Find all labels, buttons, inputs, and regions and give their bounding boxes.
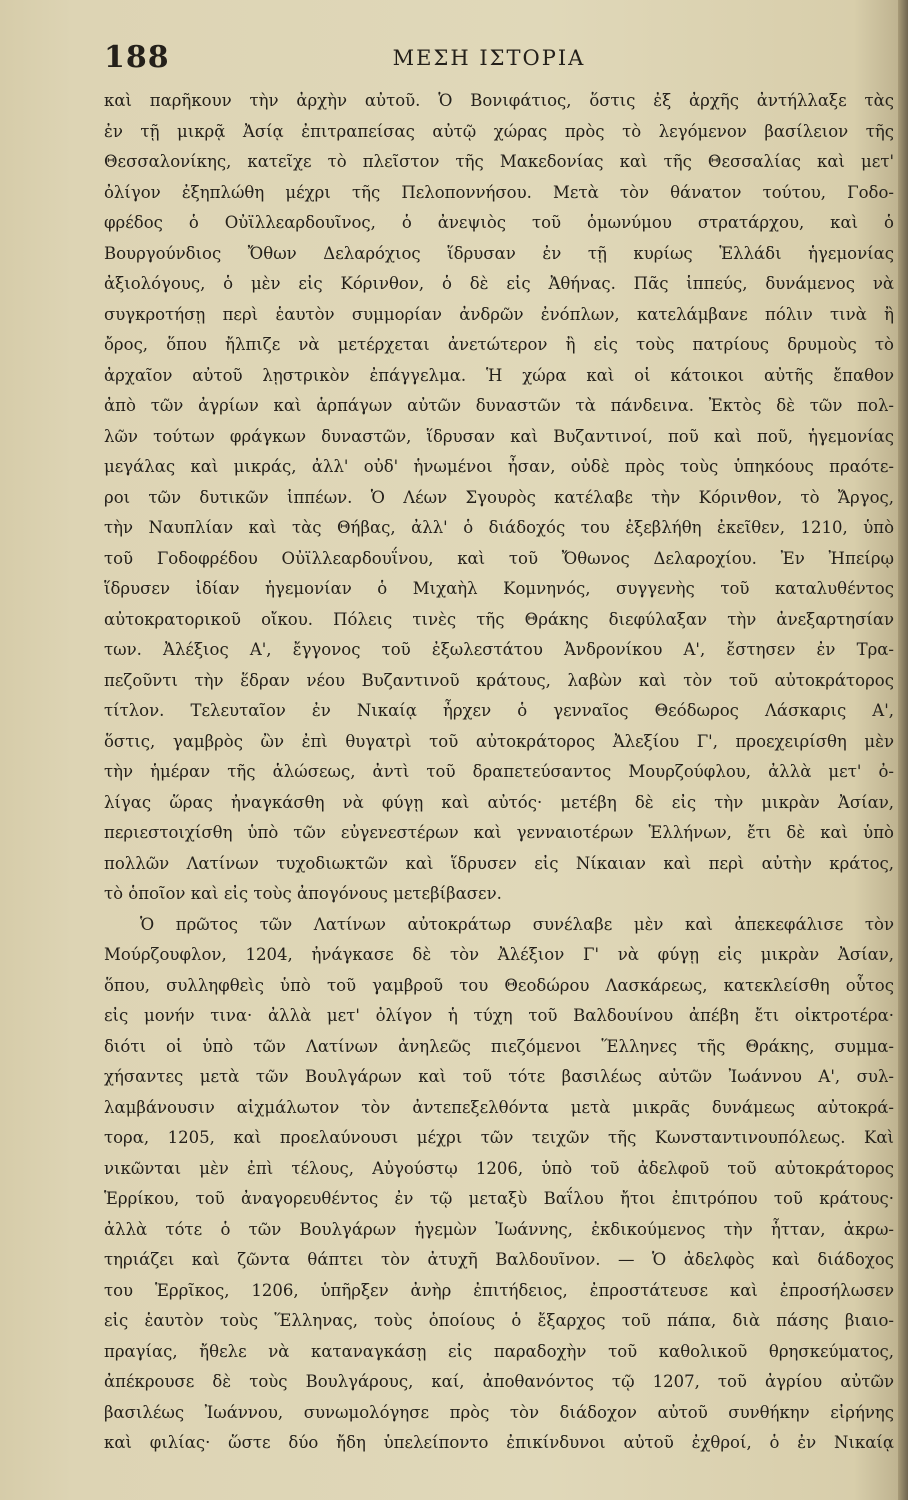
text-line: ἀλλὰ τότε ὁ τῶν Βουλγάρων ἡγεμὼν Ἰωάννης, ἐκδικούμενος τὴν ἧτταν, ἀκρω- [104,1219,894,1239]
text-line: Βουργούνδιος Ὄθων Δελαρόχιος ἵδρυσαν ἐν τῇ κυρίως Ἑλλάδι ἡγεμονίας [104,243,894,263]
text-line: των. Ἀλέξιος Α', ἔγγονος τοῦ ἐξωλεστάτου Ἀνδρονίκου Α', ἔστησεν ἐν Τρα- [104,640,894,659]
page-header [104,40,874,80]
text-line: ἀπὸ τῶν ἀγρίων καὶ ἁρπάγων αὐτῶν δυναστῶν τὰ πάνδεινα. Ἐκτὸς δὲ τῶν πολ- [104,396,894,415]
text-line: συγκροτήσῃ περὶ ἑαυτὸν συμμορίαν ἀνδρῶν ἐνόπλων, κατελάμβανε πόλιν τινὰ ἢ [104,304,894,324]
body-text [104,86,894,1459]
text-line: τὴν Ναυπλίαν καὶ τὰς Θήβας, ἀλλ' ὁ διάδοχός του ἐξεβλήθη ἐκεῖθεν, 1210, ὑπὸ [104,518,894,537]
text-line: περιεστοιχίσθη ὑπὸ τῶν εὐγενεστέρων καὶ γενναιοτέρων Ἑλλήνων, ἔτι δὲ καὶ ὑπὸ [104,823,894,842]
text-line: Ἑρρίκου, τοῦ ἀναγορευθέντος ἐν τῷ μεταξὺ Βαΐλου ἤτοι ἐπιτρόπου τοῦ κράτους· [104,1189,894,1208]
text-line: τορα, 1205, καὶ προελαύνουσι μέχρι τῶν τειχῶν τῆς Κωνσταντινουπόλεως. Καὶ [104,1128,894,1147]
text-line: διότι οἱ ὑπὸ τῶν Λατίνων ἀνηλεῶς πιεζόμενοι Ἕλληνες τῆς Θράκης, συμμα- [104,1036,894,1056]
text-line: ἐν τῇ μικρᾷ Ἀσίᾳ ἐπιτραπείσας αὐτῷ χώρας πρὸς τὸ λεγόμενον βασίλειον τῆς [104,121,894,141]
text-line: ὅπου, συλληφθεὶς ὑπὸ τοῦ γαμβροῦ του Θεοδώρου Λασκάρεως, κατεκλείσθη οὗτος [104,975,894,995]
text-line: πολλῶν Λατίνων τυχοδιωκτῶν καὶ ἵδρυσεν εἰς Νίκαιαν καὶ περὶ αὐτὴν κράτος, [104,853,894,873]
text-line: νικῶνται μὲν ἐπὶ τέλους, Αὐγούστῳ 1206, ὑπὸ τοῦ ἀδελφοῦ τοῦ αὐτοκράτορος [104,1158,894,1178]
text-line: Μούρζουφλον, 1204, ἠνάγκασε δὲ τὸν Ἀλέξιον Γ' νὰ φύγῃ εἰς μικρὰν Ἀσίαν, [104,945,894,964]
text-line: Ὁ πρῶτος τῶν Λατίνων αὐτοκράτωρ συνέλαβε μὲν καὶ ἀπεκεφάλισε τὸν [140,914,894,934]
text-line: του Ἑρρῖκος, 1206, ὑπῆρξεν ἀνὴρ ἐπιτήδειος, ἐπροστάτευσε καὶ ἐπροσήλωσεν [104,1280,894,1300]
text-line: καὶ φιλίας· ὥστε δύο ἤδη ὑπελείποντο ἐπικίνδυνοι αὐτοῦ ἐχθροί, ὁ ἐν Νικαίᾳ [104,1433,894,1452]
text-line: τοῦ Γοδοφρέδου Οὐϊλλεαρδουΐνου, καὶ τοῦ Ὄθωνος Δελαροχίου. Ἐν Ἠπείρῳ [104,548,894,568]
text-line: ροι τῶν δυτικῶν ἱππέων. Ὁ Λέων Σγουρὸς κατέλαβε τὴν Κόρινθον, τὸ Ἄργος, [104,487,894,507]
text-line: Θεσσαλονίκης, κατεῖχε τὸ πλεῖστον τῆς Μακεδονίας καὶ τῆς Θεσσαλίας καὶ μετ' [104,152,894,171]
text-line: καὶ παρῆκουν τὴν ἀρχὴν αὐτοῦ. Ὁ Βονιφάτιος, ὅστις ἐξ ἀρχῆς ἀντήλλαξε τὰς [104,91,894,110]
text-line: ἀξιολόγους, ὁ μὲν εἰς Κόρινθον, ὁ δὲ εἰς Ἀθήνας. Πᾶς ἱππεύς, δυνάμενος νὰ [104,274,894,293]
page-edge [898,0,908,1500]
text-line: μεγάλας καὶ μικράς, ἀλλ' οὐδ' ἡνωμένοι ἦσαν, οὐδὲ πρὸς τοὺς ὑπηκόους πραότε- [104,457,894,476]
text-line: ἀπέκρουσε δὲ τοὺς Βουλγάρους, καί, ἀποθανόντος τῷ 1207, τοῦ ἀγρίου αὐτῶν [104,1372,894,1391]
text-line: βασιλέως Ἰωάννου, συνωμολόγησε πρὸς τὸν διάδοχον αὐτοῦ συνθήκην εἰρήνης [104,1402,894,1422]
text-line: τὸ ὁποῖον καὶ εἰς τοὺς ἀπογόνους μετεβίβασεν. [104,884,502,903]
text-line: ἵδρυσεν ἰδίαν ἡγεμονίαν ὁ Μιχαὴλ Κομνηνός, συγγενὴς τοῦ καταλυθέντος [104,579,894,598]
page-number: 188 [104,40,170,75]
text-line: εἰς μονήν τινα· ἀλλὰ μετ' ὀλίγον ἡ τύχη τοῦ Βαλδουίνου ἀπέβη ἔτι οἰκτροτέρα· [104,1006,894,1025]
text-line: πραγίας, ἤθελε νὰ καταναγκάσῃ εἰς παραδοχὴν τοῦ καθολικοῦ θρησκεύματος, [104,1341,894,1361]
text-line: τηριάζει καὶ ζῶντα θάπτει τὸν ἀτυχῆ Βαλδουῖνον. — Ὁ ἀδελφὸς καὶ διάδοχος [104,1250,894,1269]
text-line: ἀρχαῖον αὐτοῦ λῃστρικὸν ἐπάγγελμα. Ἡ χώρα καὶ οἱ κάτοικοι αὐτῆς ἔπαθον [104,365,894,385]
text-line: λῶν τούτων φράγκων δυναστῶν, ἵδρυσαν καὶ Βυζαντινοί, ποῦ καὶ ποῦ, ἡγεμονίας [104,426,894,446]
text-line: τὴν ἡμέραν τῆς ἁλώσεως, ἀντὶ τοῦ δραπετεύσαντος Μουρζούφλου, ἀλλὰ μετ' ὀ- [104,762,894,781]
text-line: εἰς ἑαυτὸν τοὺς Ἕλληνας, τοὺς ὁποίους ὁ ἔξαρχος τοῦ πάπα, διὰ πάσης βιαιο- [104,1311,894,1330]
text-line: ὄρος, ὅπου ἤλπιζε νὰ μετέρχεται ἀνετώτερον ἢ εἰς τοὺς πατρίους δρυμοὺς τὸ [104,335,894,354]
text-line: χήσαντες μετὰ τῶν Βουλγάρων καὶ τοῦ τότε βασιλέως αὐτῶν Ἰωάννου Α', συλ- [104,1067,894,1086]
text-line: ὀλίγον ἐξηπλώθη μέχρι τῆς Πελοποννήσου. Μετὰ τὸν θάνατον τούτου, Γοδο- [104,182,894,202]
text-line: λαμβάνουσιν αἰχμάλωτον τὸν ἀντεπεξελθόντα μετὰ μικρᾶς δυνάμεως αὐτοκρά- [104,1097,894,1117]
text-line: ὅστις, γαμβρὸς ὢν ἐπὶ θυγατρὶ τοῦ αὐτοκράτορος Ἀλεξίου Γ', προεχειρίσθη μὲν [104,731,894,751]
text-line: αὐτοκρατορικοῦ οἴκου. Πόλεις τινὲς τῆς Θράκης διεφύλαξαν τὴν ἀνεξαρτησίαν [104,609,894,629]
text-line: πεζοῦντι τὴν ἕδραν νέου Βυζαντινοῦ κράτους, λαβὼν καὶ τὸν τοῦ αὐτοκράτορος [104,670,894,690]
text-line: τίτλον. Τελευταῖον ἐν Νικαίᾳ ἦρχεν ὁ γενναῖος Θεόδωρος Λάσκαρις Α', [104,701,894,720]
text-line: λίγας ὥρας ἠναγκάσθη νὰ φύγῃ καὶ αὐτός· μετέβη δὲ εἰς τὴν μικρὰν Ἀσίαν, [104,792,894,812]
text-line: φρέδος ὁ Οὐϊλλεαρδουῖνος, ὁ ἀνεψιὸς τοῦ ὁμωνύμου στρατάρχου, καὶ ὁ [104,213,894,232]
running-title: ΜΕΣΗ ΙΣΤΟΡΙΑ [392,46,586,70]
